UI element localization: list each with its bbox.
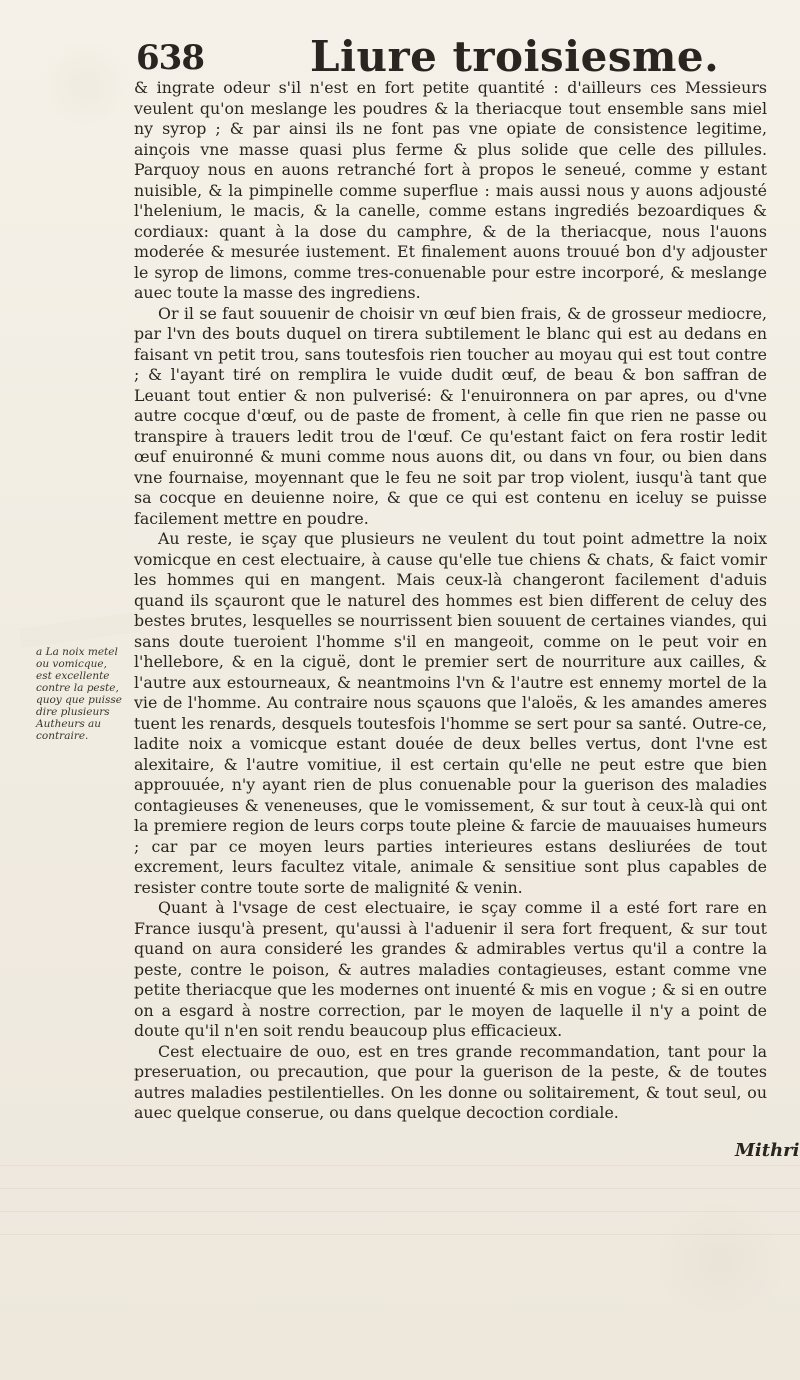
show-through-line (0, 1188, 800, 1189)
catchword: Mithri (735, 1140, 800, 1161)
paper-stain (40, 40, 130, 130)
body-paragraph: & ingrate odeur s'il n'est en fort petite quantité : d'ailleurs ces Messieurs veulent qu'on meslange les poudres & la theriacque tout ensemble sans miel ny syrop ; & par ainsi ils ne font pas vne opiate de consistence legitime, ainçois vne masse quasi plus ferme & plus solide que celle des pillules. Parquoy nous en auons retranché fort à propos le seneué, comme y estant nuisible, & la pimpinelle comme superflue : mais aussi nous y auons adjousté l'helenium, le macis, & la canelle, comme estans ingrediés bezoardiques & cordiaux: quant à la dose du camphre, & de la theriacque, nous l'auons moderée & mesurée iustement. Et finalement auons trouué bon d'y adjouster le syrop de limons, comme tres-conuenable pour estre incorporé, & meslange auec toute la masse des ingrediens. (134, 78, 767, 302)
show-through-line (0, 1165, 800, 1166)
show-through-line (0, 1234, 800, 1235)
body-paragraph: Quant à l'vsage de cest electuaire, ie sçay comme il a esté fort rare en France iusqu'à present, qu'aussi à l'aduenir il sera fort frequent, & sur tout quand on aura consideré les grandes & admirables vertus qu'il a contre la peste, contre le poison, & autres maladies contagieuses, estant comme vne petite theriacque que les modernes ont inuenté & mis en vogue ; & si en outre on a esgard à nostre correction, par le moyen de laquelle il n'y a point de doute qu'il n'en soit rendu beaucoup plus efficacieux. (134, 898, 767, 1040)
margin-note: a La noix metel ou vomicque, est excellente contre la peste, quoy que puisse dire plusieurs Autheurs au contraire. (36, 646, 122, 742)
paper-stain (650, 1200, 790, 1320)
main-text-block (134, 78, 767, 1124)
page-header (128, 28, 768, 84)
body-paragraph: Au reste, ie sçay que plusieurs ne veulent du tout point admettre la noix vomicque en cest electuaire, à cause qu'elle tue chiens & chats, & faict vomir les hommes qui en mangent. Mais ceux-là changeront facilement d'aduis quand ils sçauront que le naturel des hommes est bien different de celuy des bestes brutes, lesquelles se nourrissent bien souuent de certaines viandes, qui sans doute tueroient l'homme s'il en mangeoit, comme on le peut voir en l'hellebore, & en la ciguë, dont le premier sert de nourriture aux cailles, & l'autre aux estourneaux, & neantmoins l'vn & l'autre est ennemy mortel de la vie de l'homme. Au contraire nous sçauons que l'aloës, & les amandes ameres tuent les renards, desquels toutesfois l'homme se sert pour sa santé. Outre-ce, ladite noix a vomicque estant douée de deux belles vertus, dont l'vne est alexitaire, & l'autre vomitiue, il est certain qu'elle ne peut estre que bien approuuée, n'y ayant rien de plus conuenable pour la guerison des maladies contagieuses & veneneuses, que le vomissement, & sur tout à ceux-là qui ont la premiere region de leurs corps toute pleine & farcie de mauuaises humeurs ; car par ce moyen leurs parties interieures estans desliurées de tout excrement, leurs facultez vitale, animale & sensitiue sont plus capables de resister contre toute sorte de malignité & venin. (134, 529, 767, 897)
page-number: 638 (136, 38, 204, 78)
body-paragraph: Or il se faut souuenir de choisir vn œuf bien frais, & de grosseur mediocre, par l'vn des bouts duquel on tirera subtilement le blanc qui est au dedans en faisant vn petit trou, sans toutesfois rien toucher au moyau qui est tout contre ; & l'ayant tiré on remplira le vuide dudit œuf, de beau & bon saffran de Leuant tout entier & non pulverisé: & l'enuironnera on par apres, ou d'vne autre cocque d'œuf, ou de paste de froment, à celle fin que rien ne passe ou transpire à trauers ledit trou de l'œuf. Ce qu'estant faict on fera rostir ledit œuf enuironné & muni comme nous auons dit, ou dans vn four, ou bien dans vne fournaise, moyennant que le feu ne soit par trop violent, iusqu'à tant que sa cocque en deuienne noire, & que ce qui est contenu en iceluy se puisse facilement mettre en poudre. (134, 303, 767, 528)
running-head: Liure troisiesme. (310, 32, 720, 81)
body-paragraph: Cest electuaire de ouo, est en tres grande recommandation, tant pour la preseruation, ou precaution, que pour la guerison de la peste, & de toutes autres maladies pestilentielles. On les donne ou solitairement, & tout seul, ou auec quelque conserue, ou dans quelque decoction cordiale. (134, 1041, 767, 1122)
paper-smudge (19, 612, 141, 649)
show-through-line (0, 1211, 800, 1212)
